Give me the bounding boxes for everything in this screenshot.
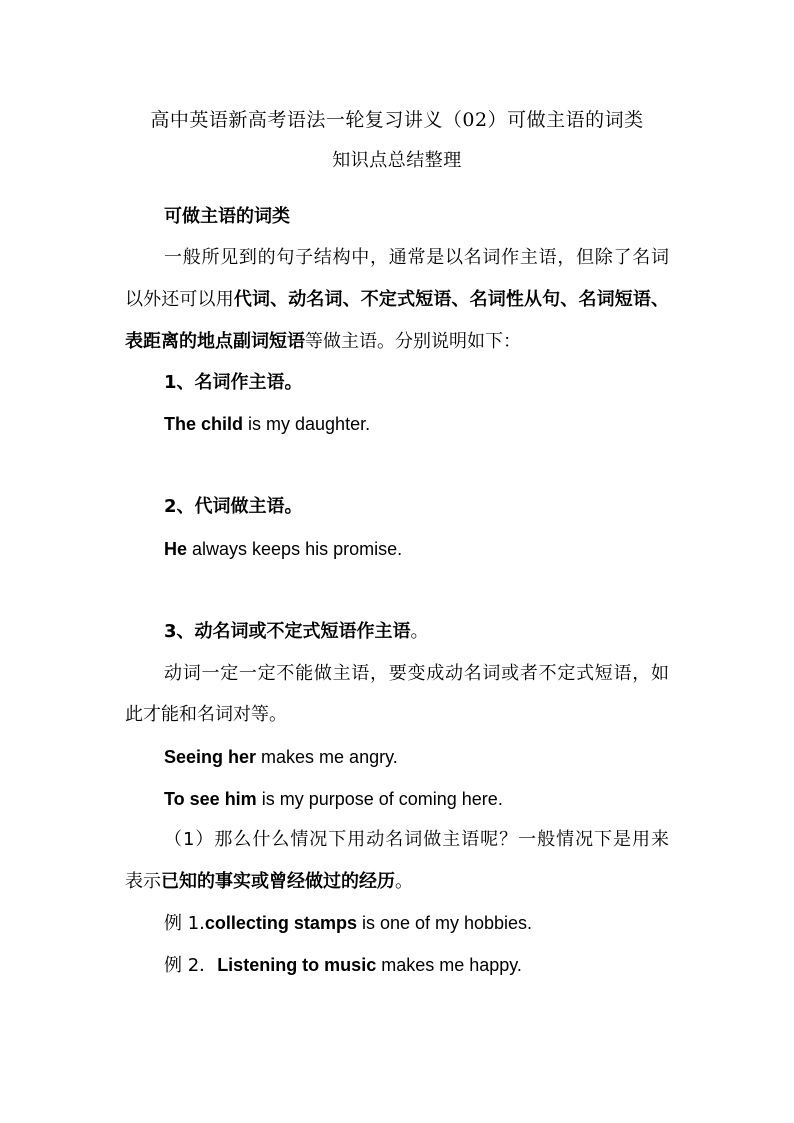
item-3-heading — [164, 619, 429, 645]
intro-line-2 — [125, 287, 669, 313]
document-subtitle: 知识点总结整理 — [332, 150, 462, 171]
sub-point-1-line-2-end: 。 — [395, 871, 413, 892]
intro-line-3-plain: 等做主语。分别说明如下： — [305, 331, 521, 352]
item-2-example-bold: He — [164, 539, 188, 559]
intro-line-1: 一般所见到的句子结构中，通常是以名词作主语，但除了名词 — [164, 247, 669, 268]
item-3-desc-line-1: 动词一定一定不能做主语，要变成动名词或者不定式短语，如 — [164, 663, 669, 684]
item-2-heading: 2、代词做主语。 — [164, 496, 303, 517]
sub-point-1-line-2-plain: 表示 — [125, 871, 161, 892]
document-title: 高中英语新高考语法一轮复习讲义（02）可做主语的词类 — [150, 109, 644, 131]
item-3-example-2-rest: is my purpose of coming here. — [256, 789, 503, 809]
intro-line-2-plain: 以外还可以用 — [125, 289, 234, 310]
example-2 — [164, 952, 522, 979]
item-3-heading-bold: 3、动名词或不定式短语作主语 — [164, 621, 411, 642]
item-3-heading-end: 。 — [410, 621, 429, 642]
item-2-example-rest: always keeps his promise. — [187, 539, 403, 559]
item-1-example — [164, 411, 370, 437]
sub-point-1-line-2-bold: 已知的事实或曾经做过的经历 — [161, 871, 395, 892]
intro-line-2-bold: 代词、动名词、不定式短语、名词性从句、名词短语、 — [233, 289, 669, 310]
intro-line-3-bold: 表距离的地点副词短语 — [125, 331, 305, 352]
sub-point-1-line-1: （1）那么什么情况下用动名词做主语呢？一般情况下是用来 — [164, 829, 669, 850]
example-2-prefix: 例 2． — [164, 955, 218, 976]
item-3-example-2 — [164, 786, 503, 812]
sub-point-1-line-2 — [125, 869, 413, 895]
item-2-example — [164, 536, 402, 562]
intro-line-3 — [125, 329, 521, 355]
item-3-example-1-rest: makes me angry. — [256, 747, 398, 767]
item-1-example-rest: is my daughter. — [243, 414, 371, 434]
item-3-example-1 — [164, 744, 398, 770]
example-1-bold: collecting stamps — [204, 913, 357, 933]
example-2-rest: makes me happy. — [376, 955, 522, 975]
example-1-prefix: 例 1. — [164, 913, 205, 934]
item-3-desc-line-2: 此才能和名词对等。 — [125, 704, 287, 725]
item-1-example-bold: The child — [164, 414, 244, 434]
item-3-example-1-bold: Seeing her — [164, 747, 257, 767]
example-1 — [164, 910, 532, 937]
item-1-heading: 1、名词作主语。 — [164, 372, 303, 393]
example-2-bold: Listening to music — [217, 955, 377, 975]
example-1-rest: is one of my hobbies. — [356, 913, 533, 933]
section-heading: 可做主语的词类 — [164, 206, 290, 227]
item-3-example-2-bold: To see him — [164, 789, 257, 809]
